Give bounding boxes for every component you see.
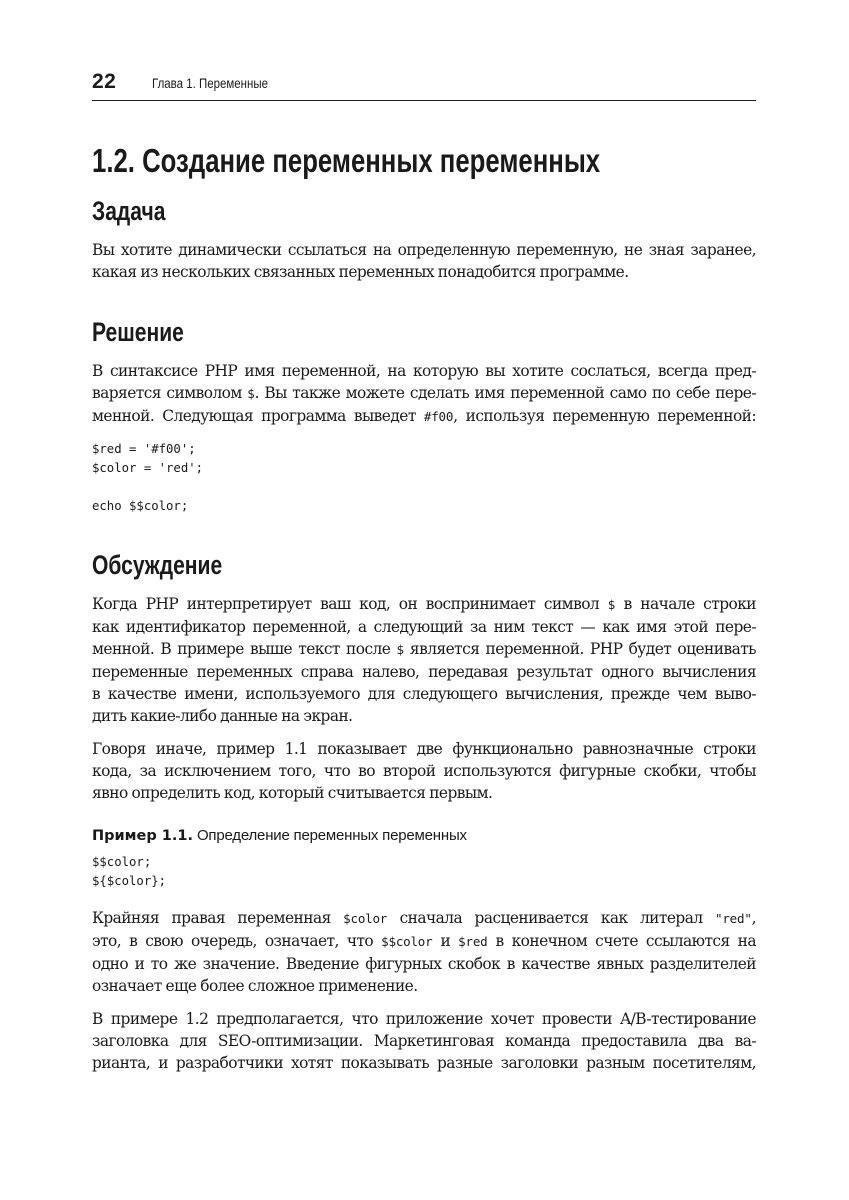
- text-line: одно и то же значение. Введение фигурных скобок в качестве явных разделителей: [92, 955, 756, 973]
- text-line: Крайняя правая переменная $color сначала расценивается как литерал "red",: [92, 909, 756, 927]
- inline-code: "red": [715, 911, 752, 926]
- example-caption: [92, 826, 467, 846]
- code-line: $red = '#f00';: [92, 442, 196, 456]
- inline-code: #f00: [423, 409, 454, 424]
- text-line: заголовка для SEO-оптимизации. Маркетинговая команда предоставила два ва-: [92, 1032, 756, 1050]
- text-line: какая из нескольких связанных переменных понадобится программе.: [92, 263, 629, 281]
- text-line: менной. В примере выше текст после $ является переменной. PHP будет оценивать: [92, 640, 756, 658]
- code-line: $color = 'red';: [92, 461, 204, 475]
- text-line: варяется символом $. Вы также можете сделать имя переменной само по себе пере-: [92, 384, 756, 402]
- discussion-heading: Обсуждение: [92, 550, 223, 580]
- solution-paragraph: [92, 360, 756, 428]
- text-line: Говоря иначе, пример 1.1 показывает две функционально равнозначные строки: [92, 740, 756, 758]
- code-line: ${$color};: [92, 874, 167, 888]
- code-line: $$color;: [92, 855, 152, 869]
- code-line: echo $$color;: [92, 499, 189, 513]
- inline-code: $color: [343, 911, 388, 926]
- example-code-block: [92, 853, 166, 891]
- example-label: Пример 1.1.: [92, 828, 193, 844]
- inline-code: $: [247, 386, 255, 401]
- example-title: Определение переменных переменных: [192, 827, 467, 844]
- discussion-paragraph-2: [92, 738, 756, 804]
- text-line: это, в свою очередь, означает, что $$color и $red в конечном счете ссылаются на: [92, 932, 756, 950]
- inline-code: $: [607, 597, 616, 612]
- text-line: В примере 1.2 предполагается, что приложение хочет провести A/B-тестирование: [92, 1010, 756, 1028]
- solution-heading: Решение: [92, 317, 184, 347]
- text-line: дить какие-либо данные на экран.: [92, 707, 353, 725]
- inline-code: $red: [458, 934, 488, 949]
- text-line: явно определить код, который считывается первым.: [92, 784, 493, 802]
- discussion-paragraph-1: [92, 593, 756, 727]
- text-line: означает еще более сложное применение.: [92, 977, 418, 995]
- text-line: рианта, и разработчики хотят показывать разные заголовки разным посетителям,: [92, 1054, 756, 1072]
- page-number: 22: [92, 70, 117, 93]
- task-paragraph: [92, 239, 756, 283]
- section-title: 1.2. Создание переменных переменных: [92, 142, 601, 179]
- running-title: Глава 1. Переменные: [152, 75, 268, 91]
- text-line: В синтаксисе PHP имя переменной, на которую вы хотите сослаться, всегда пред-: [92, 362, 756, 380]
- text-line: переменные переменных справа налево, передавая результат одного вычисления: [92, 663, 756, 681]
- text-line: кода, за исключением того, что во второй используются фигурные скобки, чтобы: [92, 762, 756, 780]
- text-line: менной. Следующая программа выведет #f00, используя переменную переменной:: [92, 407, 756, 425]
- inline-code: $$color: [381, 934, 433, 949]
- task-heading: Задача: [92, 196, 166, 226]
- solution-code-block: [92, 440, 203, 516]
- discussion-paragraph-3: [92, 907, 756, 997]
- text-line: в качестве имени, используемого для следующего вычисления, прежде чем выво-: [92, 685, 756, 703]
- inline-code: $: [396, 642, 404, 657]
- running-head: [92, 70, 756, 101]
- text-line: как идентификатор переменной, а следующий за ним текст — как имя этой пере-: [92, 618, 756, 636]
- text-line: Когда PHP интерпретирует ваш код, он воспринимает символ $ в начале строки: [92, 595, 757, 613]
- discussion-paragraph-4: [92, 1008, 756, 1074]
- text-line: Вы хотите динамически ссылаться на определенную переменную, не зная заранее,: [92, 241, 756, 259]
